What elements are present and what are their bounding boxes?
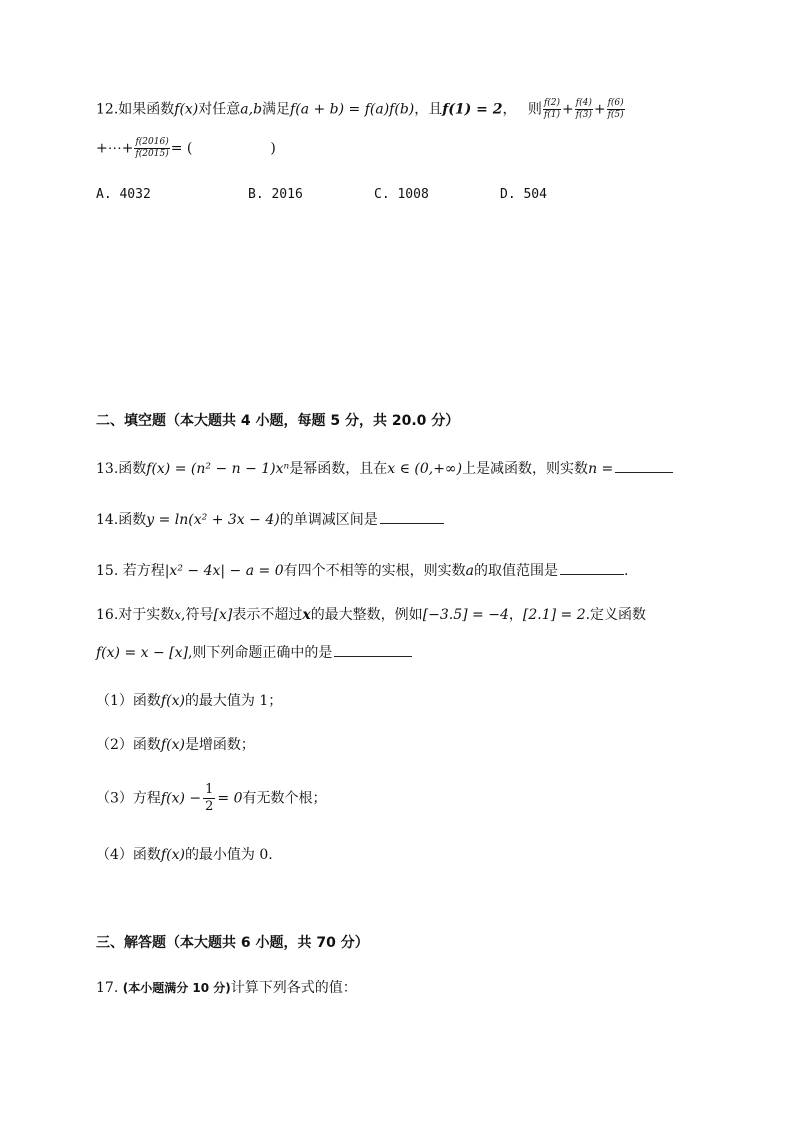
- q13-answer-blank[interactable]: [615, 460, 673, 473]
- item-label: （4）函数: [96, 847, 161, 863]
- item-label: （3）方程: [96, 790, 161, 807]
- q12-fx: f(x): [174, 101, 199, 118]
- q16-lead: 16.对于实数: [96, 607, 175, 623]
- frac-denominator: f(1): [543, 110, 561, 120]
- q13-variable: n =: [588, 461, 614, 477]
- q13-domain: x ∈ (0,+∞): [387, 461, 463, 477]
- q13-text-1: 是幂函数，且在: [289, 461, 388, 477]
- q17-lead: 17.: [96, 980, 119, 996]
- q12-ab: a,b: [240, 101, 263, 118]
- plus-sign: +: [593, 101, 606, 118]
- q16-text-3: 的最大整数，例如: [310, 607, 423, 623]
- q15-text-2: 的取值范围是: [473, 563, 558, 579]
- question-16-line-2: [96, 642, 412, 662]
- item-text: 的最小值为 0.: [184, 847, 273, 863]
- item-function: f(x): [160, 847, 185, 863]
- q16-item-3: [96, 782, 326, 815]
- q15-variable: a: [465, 563, 474, 579]
- item-function: f(x): [160, 693, 185, 709]
- question-13: [96, 458, 673, 478]
- q12-text-3: ，且: [414, 101, 443, 118]
- frac-denominator: f(3): [575, 110, 592, 120]
- q17-note: (本小题满分 10 分): [122, 981, 231, 995]
- frac-denominator: f(2015): [135, 149, 169, 159]
- q12-option-b: B. 2016: [248, 187, 303, 202]
- q14-answer-blank[interactable]: [380, 511, 444, 524]
- frac-denominator: 2: [205, 799, 214, 814]
- item-text: 有无数个根；: [242, 790, 327, 807]
- q15-lead: 15. 若方程: [96, 563, 165, 579]
- q12-ellipsis: +⋯+: [96, 140, 134, 157]
- q12-equals: = (: [170, 140, 193, 157]
- q16-example-2: [2.1] = 2: [522, 607, 586, 623]
- q16-x-bold: x: [302, 607, 311, 623]
- q15-expression: |x² − 4x| − a = 0: [164, 563, 284, 579]
- q12-frac-4: [134, 137, 169, 160]
- q12-frac-3: [607, 98, 625, 121]
- q16-example-1: [−3.5] = −4: [422, 607, 509, 623]
- q16-x: x: [174, 608, 182, 622]
- q16-separator: ，: [508, 607, 523, 623]
- q12-text-2: 满足: [262, 101, 291, 118]
- q12-frac-2: [575, 98, 593, 121]
- q13-lead: 13.函数: [96, 461, 147, 477]
- q17-text: 计算下列各式的值：: [230, 980, 357, 996]
- frac-numerator: f(4): [575, 98, 592, 108]
- q12-equation: f(a + b) = f(a)f(b): [290, 101, 415, 118]
- q14-text-1: 的单调减区间是: [279, 512, 378, 528]
- q12-option-d: D. 504: [500, 187, 547, 202]
- question-12-line-2: [96, 137, 276, 160]
- q12-option-c: C. 1008: [374, 187, 429, 202]
- q13-expression: f(x) = (n² − n − 1)xⁿ: [146, 461, 290, 477]
- q16-text-2: 表示不超过: [232, 607, 303, 623]
- half-fraction: [203, 782, 215, 815]
- item-label: （2）函数: [96, 737, 161, 753]
- q12-close: ): [270, 140, 276, 157]
- q16-text-1: ,符号: [181, 607, 214, 623]
- frac-numerator: 1: [205, 782, 214, 797]
- q16-item-2: [96, 734, 255, 754]
- frac-numerator: f(6): [607, 98, 624, 108]
- item-function: f(x) −: [160, 790, 202, 807]
- q15-answer-blank[interactable]: [560, 562, 624, 575]
- q14-expression: y = ln(x² + 3x − 4): [146, 512, 280, 528]
- q16-text-5: ,则下列命题正确中的是: [187, 645, 333, 661]
- q16-answer-blank[interactable]: [334, 644, 412, 657]
- item-function: f(x): [160, 737, 185, 753]
- q14-lead: 14.函数: [96, 512, 147, 528]
- q16-item-1: [96, 690, 282, 710]
- question-12-line-1: [96, 98, 626, 121]
- q12-lead: 12.如果函数: [96, 101, 175, 118]
- frac-numerator: f(2016): [135, 137, 169, 147]
- q12-option-a: A. 4032: [96, 187, 151, 202]
- q12-frac-1: [543, 98, 561, 121]
- q15-end: .: [623, 563, 629, 579]
- q12-text-1: 对任意: [198, 101, 241, 118]
- frac-numerator: f(2): [543, 98, 561, 108]
- q13-text-2: 上是减函数，则实数: [462, 461, 589, 477]
- question-14: [96, 509, 444, 529]
- q12-condition: f(1) = 2: [442, 101, 503, 118]
- section-2-heading: 二、填空题（本大题共 4 小题，每题 5 分，共 20.0 分）: [96, 413, 460, 429]
- frac-denominator: f(5): [607, 110, 624, 120]
- item-text: 是增函数；: [184, 737, 255, 753]
- question-15: [96, 560, 628, 580]
- q16-item-4: [96, 844, 273, 864]
- q16-bracket: [x]: [213, 607, 233, 623]
- q16-text-4: .定义函数: [585, 607, 647, 623]
- question-16-line-1: [96, 604, 646, 624]
- q15-text-1: 有四个不相等的实根，则实数: [283, 563, 466, 579]
- item-equals: = 0: [217, 790, 243, 807]
- item-text: 的最大值为 1；: [184, 693, 283, 709]
- question-17: [96, 977, 357, 997]
- q16-definition: f(x) = x − [x]: [96, 645, 188, 661]
- section-3-heading: 三、解答题（本大题共 6 小题，共 70 分）: [96, 935, 369, 951]
- q12-text-4: ， 则: [502, 101, 542, 118]
- plus-sign: +: [562, 101, 574, 118]
- item-label: （1）函数: [96, 693, 161, 709]
